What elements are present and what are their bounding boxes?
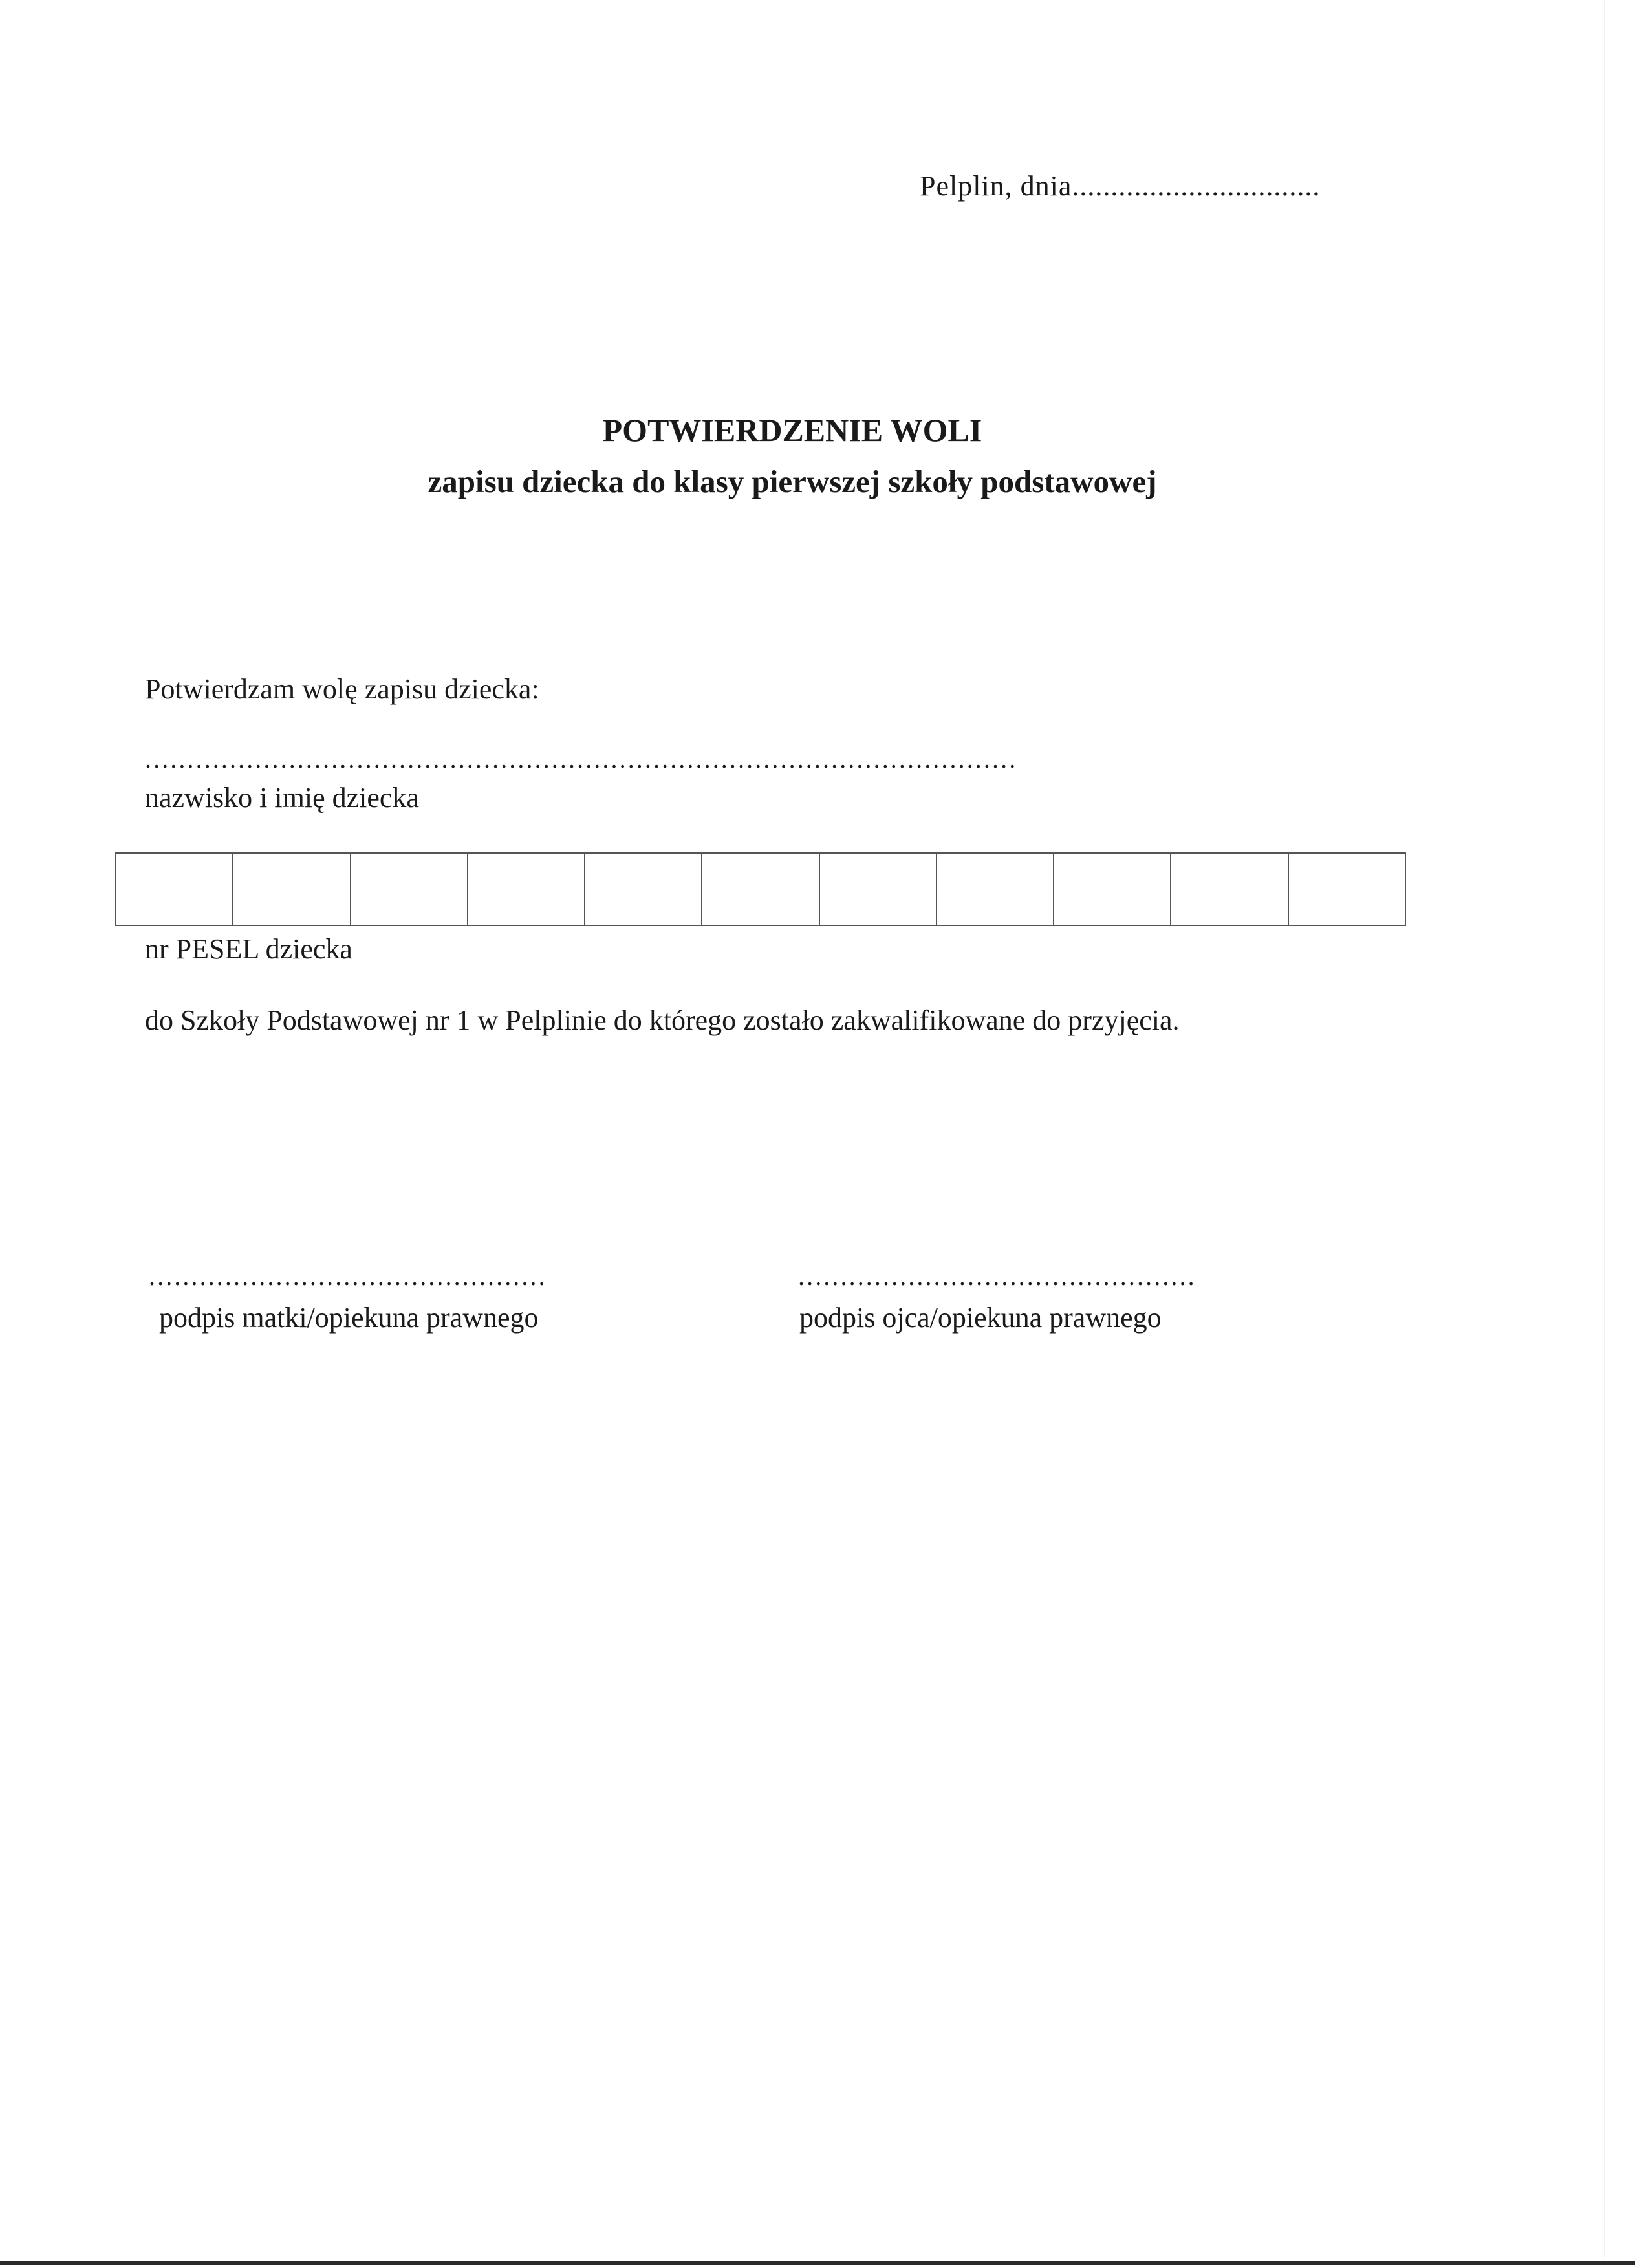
mother-signature-label: podpis matki/opiekuna prawnego: [159, 1302, 539, 1334]
pesel-digit-cell[interactable]: [937, 854, 1054, 925]
school-statement: do Szkoły Podstawowej nr 1 w Pelplinie do którego zostało zakwalifikowane do przyjęcia.: [145, 1004, 1180, 1036]
child-name-label: nazwisko i imię dziecka: [145, 782, 419, 814]
father-signature-label: podpis ojca/opiekuna prawnego: [799, 1302, 1162, 1334]
pesel-label: nr PESEL dziecka: [145, 933, 352, 965]
pesel-digit-cell[interactable]: [702, 854, 819, 925]
pesel-digit-cell[interactable]: [233, 854, 351, 925]
mother-signature-field[interactable]: ...............................................: [149, 1262, 547, 1291]
pesel-digit-cell[interactable]: [1171, 854, 1288, 925]
pesel-digit-cell[interactable]: [351, 854, 468, 925]
document-title: POTWIERDZENIE WOLI: [602, 412, 982, 448]
pesel-digit-cell[interactable]: [1289, 854, 1405, 925]
scan-edge-shade: [1604, 0, 1605, 2257]
child-name-field[interactable]: .......................................................................................................: [145, 744, 1018, 773]
document-subtitle: zapisu dziecka do klasy pierwszej szkoły podstawowej: [428, 464, 1157, 499]
intro-text: Potwierdzam wolę zapisu dziecka:: [145, 673, 539, 705]
pesel-digit-cell[interactable]: [468, 854, 585, 925]
pesel-digit-cell[interactable]: [820, 854, 937, 925]
pesel-digit-cell[interactable]: [116, 854, 233, 925]
scan-bottom-edge: [0, 2261, 1635, 2265]
pesel-digit-cell[interactable]: [1054, 854, 1171, 925]
pesel-digit-cell[interactable]: [585, 854, 702, 925]
father-signature-field[interactable]: ...............................................: [798, 1262, 1196, 1291]
pesel-grid[interactable]: [115, 852, 1406, 926]
date-line: Pelplin, dnia................................: [920, 170, 1321, 202]
